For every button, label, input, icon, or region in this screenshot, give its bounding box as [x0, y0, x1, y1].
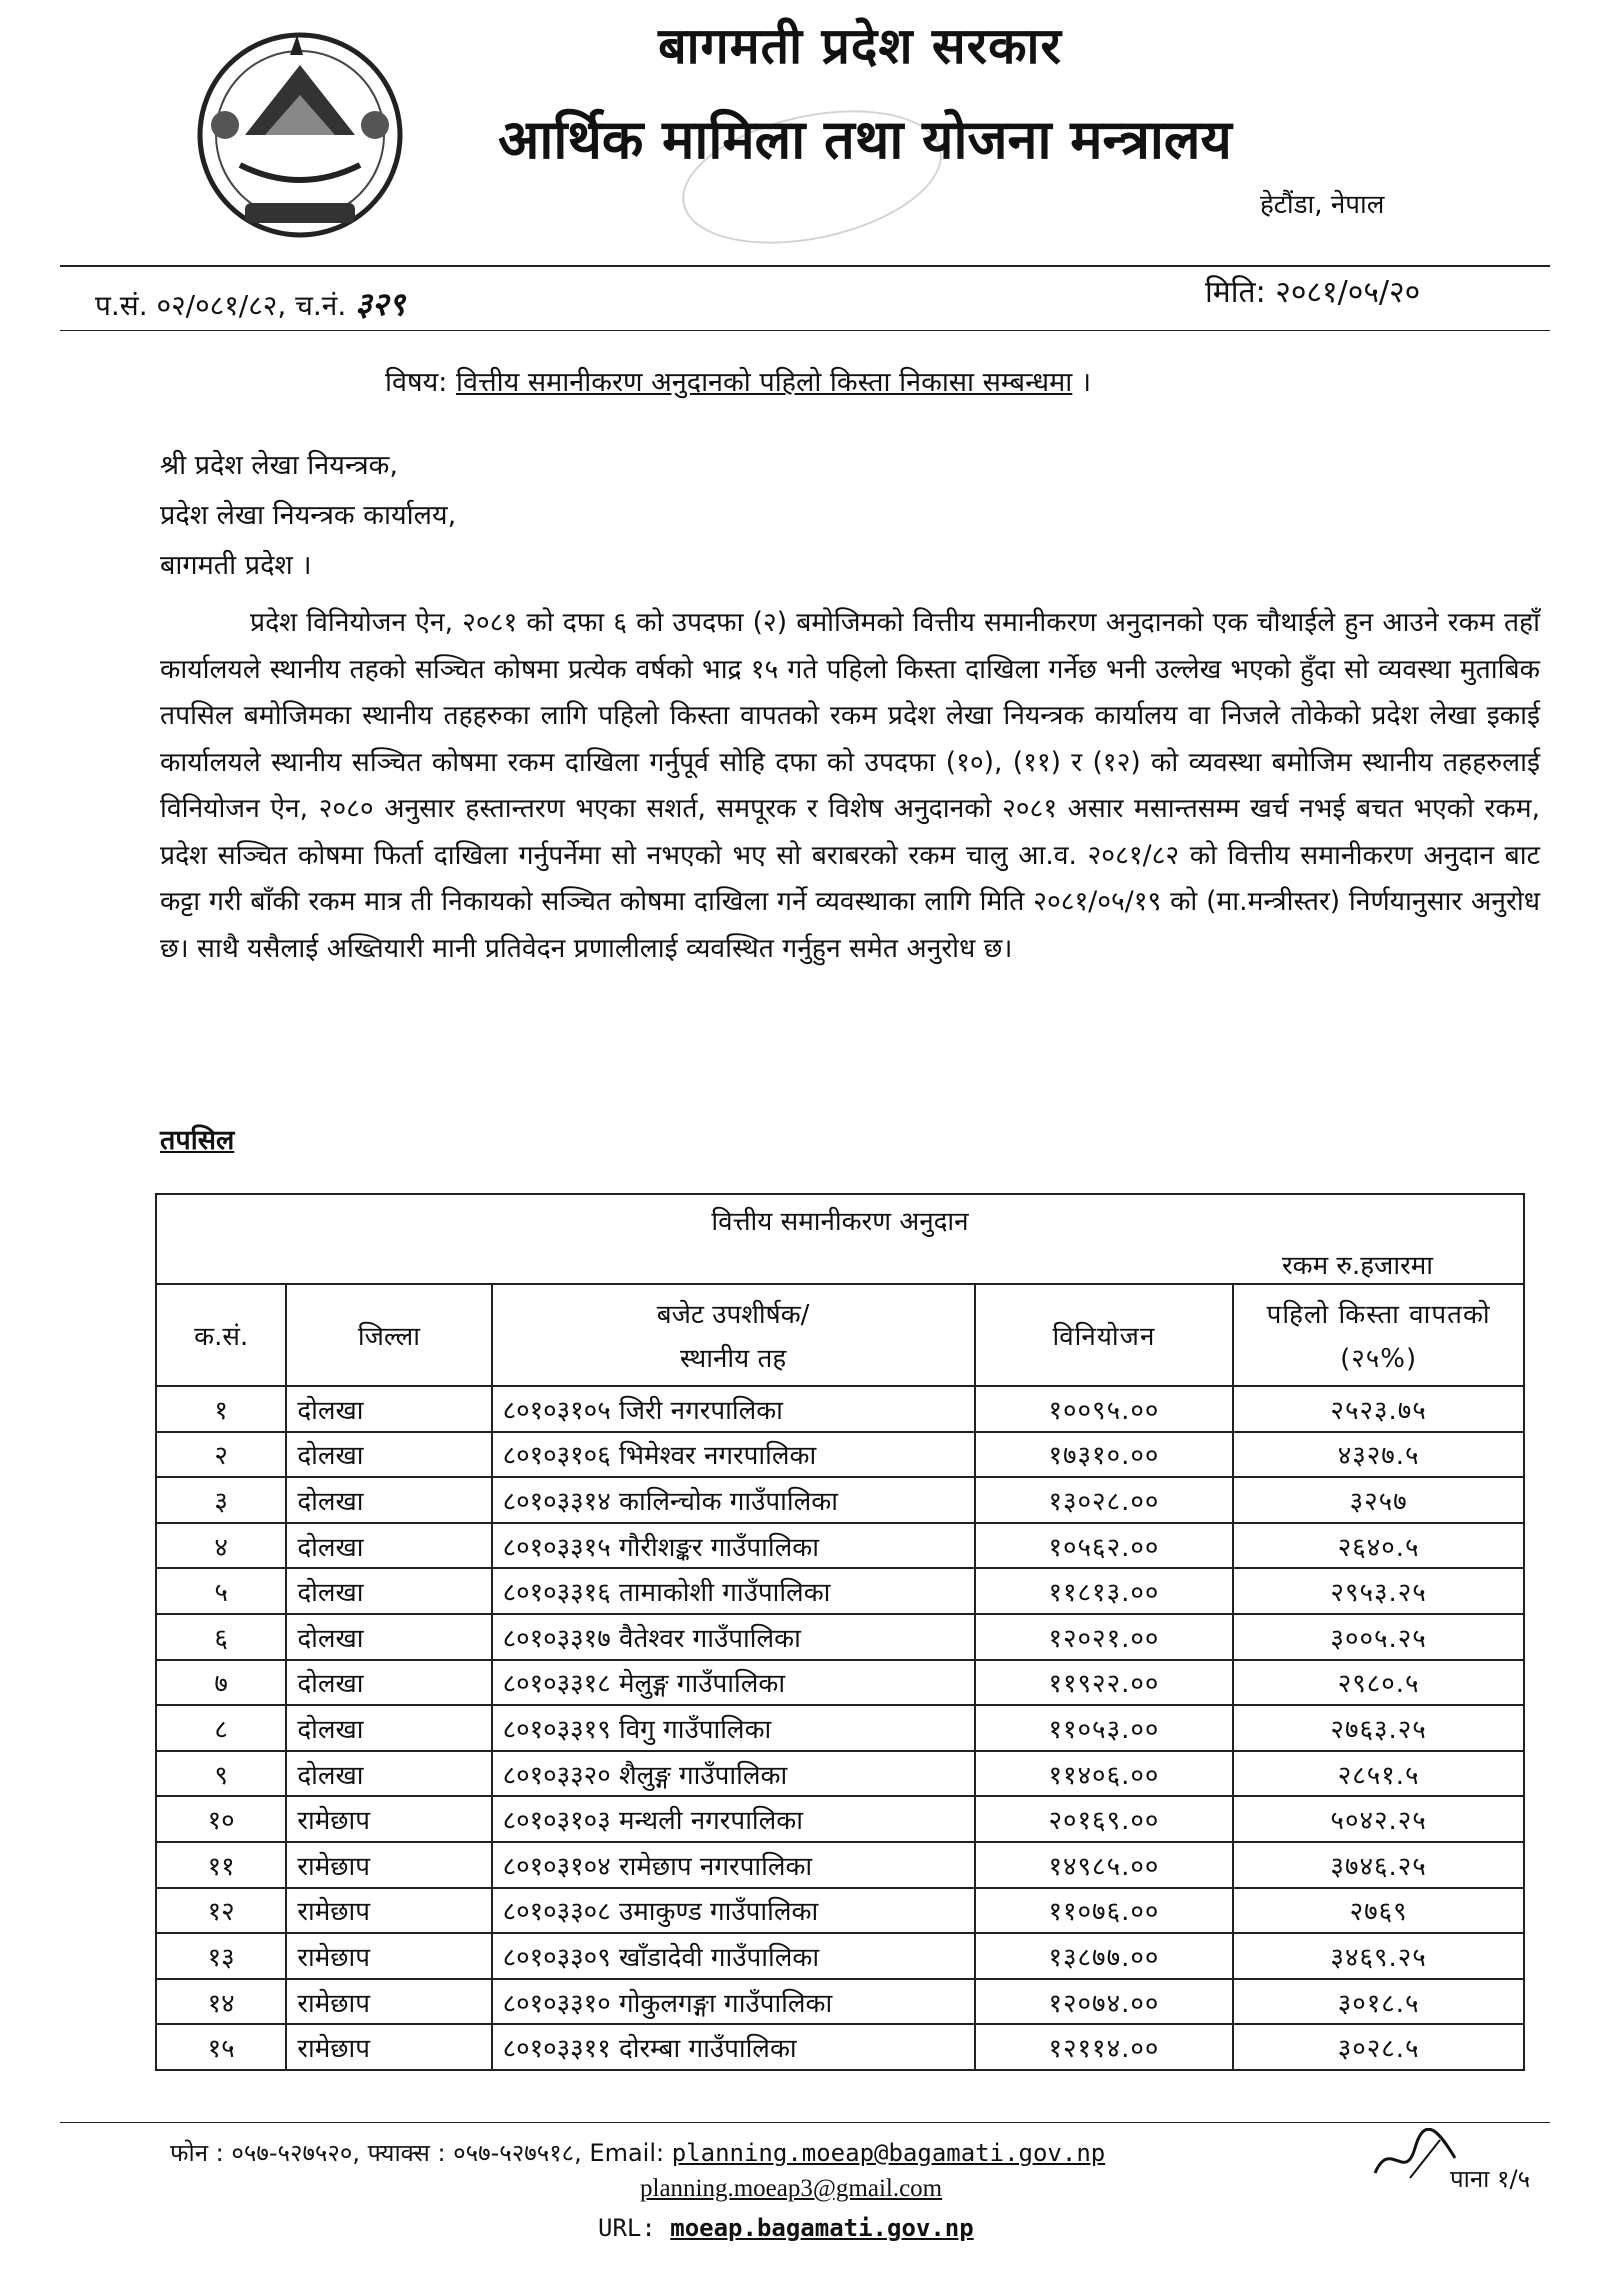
table-row: [156, 1568, 1524, 1614]
table-row: [156, 1432, 1524, 1478]
header-budget: [492, 1284, 975, 1386]
cell-allocation: १०५६२.००: [975, 1523, 1234, 1569]
cell-sn: ११: [156, 1842, 286, 1888]
footer-url-link[interactable]: moeap.bagamati.gov.np: [670, 2214, 974, 2242]
handwritten-signature: [1370, 2128, 1460, 2188]
tapasil-heading: तपसिल: [160, 1125, 235, 1156]
header-divider: [60, 265, 1550, 267]
reference-number: [95, 282, 405, 325]
cell-allocation: १३०२८.००: [975, 1477, 1234, 1523]
cell-first-installment: २७६३.२५: [1233, 1705, 1524, 1751]
cell-allocation: २०१६९.००: [975, 1796, 1234, 1842]
table-row: [156, 2024, 1524, 2070]
cell-sn: ७: [156, 1660, 286, 1706]
cell-local-level: ८०१०३१०६ भिमेश्वर नगरपालिका: [492, 1432, 975, 1478]
cell-first-installment: ३७४६.२५: [1233, 1842, 1524, 1888]
cell-allocation: १२०७४.००: [975, 1979, 1234, 2025]
cell-sn: १०: [156, 1796, 286, 1842]
table-unit: रकम रु.हजारमा: [156, 1245, 1524, 1284]
cell-local-level: ८०१०३१०३ मन्थली नगरपालिका: [492, 1796, 975, 1842]
cell-district: दोलखा: [286, 1386, 491, 1432]
cell-sn: १४: [156, 1979, 286, 2025]
cell-allocation: १३८७७.००: [975, 1933, 1234, 1979]
cell-sn: ४: [156, 1523, 286, 1569]
cell-first-installment: ३०२८.५: [1233, 2024, 1524, 2070]
cell-first-installment: २८५१.५: [1233, 1751, 1524, 1797]
header-district: जिल्ला: [286, 1284, 491, 1386]
cell-allocation: ११८१३.००: [975, 1568, 1234, 1614]
table-row: [156, 1660, 1524, 1706]
cell-sn: ९: [156, 1751, 286, 1797]
cell-sn: २: [156, 1432, 286, 1478]
table-row: [156, 1614, 1524, 1660]
reference-prefix: प.सं. ०२/०८१/८२, च.नं.: [95, 289, 347, 322]
table-row: [156, 1979, 1524, 2025]
cell-local-level: ८०१०३३१५ गौरीशङ्कर गाउँपालिका: [492, 1523, 975, 1569]
dispatch-number: ३२९: [355, 285, 406, 323]
table-row: [156, 1751, 1524, 1797]
footer-divider: [60, 2122, 1550, 2123]
cell-local-level: ८०१०३३०८ उमाकुण्ड गाउँपालिका: [492, 1888, 975, 1934]
table-row: [156, 1386, 1524, 1432]
cell-district: रामेछाप: [286, 1933, 491, 1979]
cell-local-level: ८०१०३३१४ कालिन्चोक गाउँपालिका: [492, 1477, 975, 1523]
cell-sn: १: [156, 1386, 286, 1432]
cell-allocation: १००९५.००: [975, 1386, 1234, 1432]
cell-local-level: ८०१०३३११ दोरम्बा गाउँपालिका: [492, 2024, 975, 2070]
cell-first-installment: ५०४२.२५: [1233, 1796, 1524, 1842]
cell-district: दोलखा: [286, 1660, 491, 1706]
cell-district: दोलखा: [286, 1614, 491, 1660]
cell-district: दोलखा: [286, 1568, 491, 1614]
cell-sn: १२: [156, 1888, 286, 1934]
cell-sn: ३: [156, 1477, 286, 1523]
letter-date: मिति: २०८१/०५/२०: [1205, 275, 1421, 310]
nepal-emblem-icon: [185, 25, 415, 245]
subject-label: विषय:: [385, 367, 448, 398]
cell-local-level: ८०१०३३१० गोकुलगङ्गा गाउँपालिका: [492, 1979, 975, 2025]
cell-district: रामेछाप: [286, 1796, 491, 1842]
cell-sn: ५: [156, 1568, 286, 1614]
header-allocation: विनियोजन: [975, 1284, 1234, 1386]
cell-first-installment: ३२५७: [1233, 1477, 1524, 1523]
footer-url-label: URL:: [598, 2214, 656, 2242]
cell-allocation: १२०२१.००: [975, 1614, 1234, 1660]
cell-local-level: ८०१०३१०४ रामेछाप नगरपालिका: [492, 1842, 975, 1888]
subject-line: [385, 362, 1091, 399]
cell-sn: ८: [156, 1705, 286, 1751]
office-location: हेटौंडा, नेपाल: [1260, 190, 1385, 220]
cell-first-installment: २९५३.२५: [1233, 1568, 1524, 1614]
cell-district: दोलखा: [286, 1523, 491, 1569]
cell-first-installment: २५२३.७५: [1233, 1386, 1524, 1432]
cell-allocation: ११०७६.००: [975, 1888, 1234, 1934]
cell-local-level: ८०१०३३१६ तामाकोशी गाउँपालिका: [492, 1568, 975, 1614]
cell-district: रामेछाप: [286, 1888, 491, 1934]
addressee-line-1: श्री प्रदेश लेखा नियन्त्रक,: [160, 450, 398, 481]
cell-first-installment: ४३२७.५: [1233, 1432, 1524, 1478]
addressee-line-3: बागमती प्रदेश ।: [160, 550, 312, 581]
table-row: [156, 1705, 1524, 1751]
addressee-line-2: प्रदेश लेखा नियन्त्रक कार्यालय,: [160, 500, 457, 531]
cell-district: दोलखा: [286, 1705, 491, 1751]
table-row: [156, 1796, 1524, 1842]
footer-url: [598, 2214, 974, 2242]
cell-first-installment: ३०१८.५: [1233, 1979, 1524, 2025]
ministry-name: आर्थिक मामिला तथा योजना मन्त्रालय: [498, 107, 1232, 171]
footer-phone: फोन : ०५७-५२७५२०, फ्याक्स : ०५७-५२७५१८, Email:: [170, 2139, 665, 2167]
cell-sn: १५: [156, 2024, 286, 2070]
cell-local-level: ८०१०३३०९ खाँडादेवी गाउँपालिका: [492, 1933, 975, 1979]
subject-text: वित्तीय समानीकरण अनुदानको पहिलो किस्ता निकासा सम्बन्धमा: [455, 367, 1073, 398]
cell-local-level: ८०१०३३१७ वैतेश्वर गाउँपालिका: [492, 1614, 975, 1660]
cell-allocation: १४९८५.००: [975, 1842, 1234, 1888]
cell-first-installment: २७६९: [1233, 1888, 1524, 1934]
page-number: पाना १/५: [1450, 2165, 1531, 2193]
cell-allocation: ११४०६.००: [975, 1751, 1234, 1797]
footer-email-link[interactable]: planning.moeap@bagamati.gov.np: [671, 2139, 1106, 2167]
table-title: वित्तीय समानीकरण अनुदान: [156, 1194, 1524, 1245]
table-row: [156, 1933, 1524, 1979]
cell-allocation: १७३१०.००: [975, 1432, 1234, 1478]
cell-first-installment: ३४६९.२५: [1233, 1933, 1524, 1979]
footer-contact: [170, 2136, 1105, 2169]
table-row: [156, 1842, 1524, 1888]
table-row: [156, 1477, 1524, 1523]
header-budget-line2: स्थानीय तह: [680, 1344, 787, 1374]
cell-district: रामेछाप: [286, 1842, 491, 1888]
cell-district: रामेछाप: [286, 2024, 491, 2070]
subject-end: ।: [1080, 367, 1092, 398]
header-first-installment: [1233, 1284, 1524, 1386]
cell-allocation: ११९२२.००: [975, 1660, 1234, 1706]
cell-district: दोलखा: [286, 1432, 491, 1478]
cell-allocation: १२११४.००: [975, 2024, 1234, 2070]
header-sn: क.सं.: [156, 1284, 286, 1386]
cell-local-level: ८०१०३३२० शैलुङ्ग गाउँपालिका: [492, 1751, 975, 1797]
header-first-line2: (२५%): [1340, 1344, 1418, 1374]
cell-local-level: ८०१०३१०५ जिरी नगरपालिका: [492, 1386, 975, 1432]
body-paragraph: [160, 600, 1540, 972]
header-budget-line1: बजेट उपशीर्षक/: [656, 1300, 810, 1330]
government-name: बागमती प्रदेश सरकार: [658, 16, 1062, 75]
cell-district: रामेछाप: [286, 1979, 491, 2025]
cell-local-level: ८०१०३३१९ विगु गाउँपालिका: [492, 1705, 975, 1751]
cell-local-level: ८०१०३३१८ मेलुङ्ग गाउँपालिका: [492, 1660, 975, 1706]
cell-district: दोलखा: [286, 1477, 491, 1523]
footer-email-2[interactable]: planning.moeap3@gmail.com: [640, 2175, 943, 2202]
cell-first-installment: २६४०.५: [1233, 1523, 1524, 1569]
cell-sn: १३: [156, 1933, 286, 1979]
reference-divider: [60, 330, 1550, 331]
cell-allocation: ११०५३.००: [975, 1705, 1234, 1751]
table-row: [156, 1523, 1524, 1569]
cell-district: दोलखा: [286, 1751, 491, 1797]
header-first-line1: पहिलो किस्ता वापतको: [1266, 1300, 1491, 1330]
table-row: [156, 1888, 1524, 1934]
cell-first-installment: ३००५.२५: [1233, 1614, 1524, 1660]
grant-table: [155, 1193, 1525, 2071]
body-text: प्रदेश विनियोजन ऐन, २०८१ को दफा ६ को उपदफा (२) बमोजिमको वित्तीय समानीकरण अनुदानको एक चौथाईले हुन आउने रकम तहाँ कार्यालयले स्थानीय तहको सञ्चित कोषमा प्रत्येक वर्षको भाद्र १५ गते पहिलो किस्ता दाखिला गर्नेछ भनी उल्लेख भएको हुँदा सो व्यवस्था मुताबिक तपसिल बमोजिमका स्थानीय तहहरुका लागि पहिलो किस्ता वापतको रकम प्रदेश लेखा नियन्त्रक कार्यालय वा निजले तोकेको प्रदेश लेखा इकाई कार्यालयले स्थानीय सञ्चित कोषमा रकम दाखिला गर्नुपूर्व सोहि दफा को उपदफा (१०), (११) र (१२) को व्यवस्था बमोजिम स्थानीय तहहरुलाई विनियोजन ऐन, २०८० अनुसार हस्तान्तरण भएका सशर्त, समपूरक र विशेष अनुदानको २०८१ असार मसान्तसम्म खर्च नभई बचत भएको रकम, प्रदेश सञ्चित कोषमा फिर्ता दाखिला गर्नुपर्नेमा सो नभएको भए सो बराबरको रकम चालु आ.व. २०८१/८२ को वित्तीय समानीकरण अनुदान बाट कट्टा गरी बाँकी रकम मात्र ती निकायको सञ्चित कोषमा दाखिला गर्ने व्यवस्थाका लागि मिति २०८१/०५/१९ को (मा.मन्त्रीस्तर) निर्णयानुसार अनुरोध छ। साथै यसैलाई अख्तियारी मानी प्रतिवेदन प्रणालीलाई व्यवस्थित गर्नुहुन समेत अनुरोध छ।: [160, 607, 1540, 964]
cell-first-installment: २९८०.५: [1233, 1660, 1524, 1706]
cell-sn: ६: [156, 1614, 286, 1660]
